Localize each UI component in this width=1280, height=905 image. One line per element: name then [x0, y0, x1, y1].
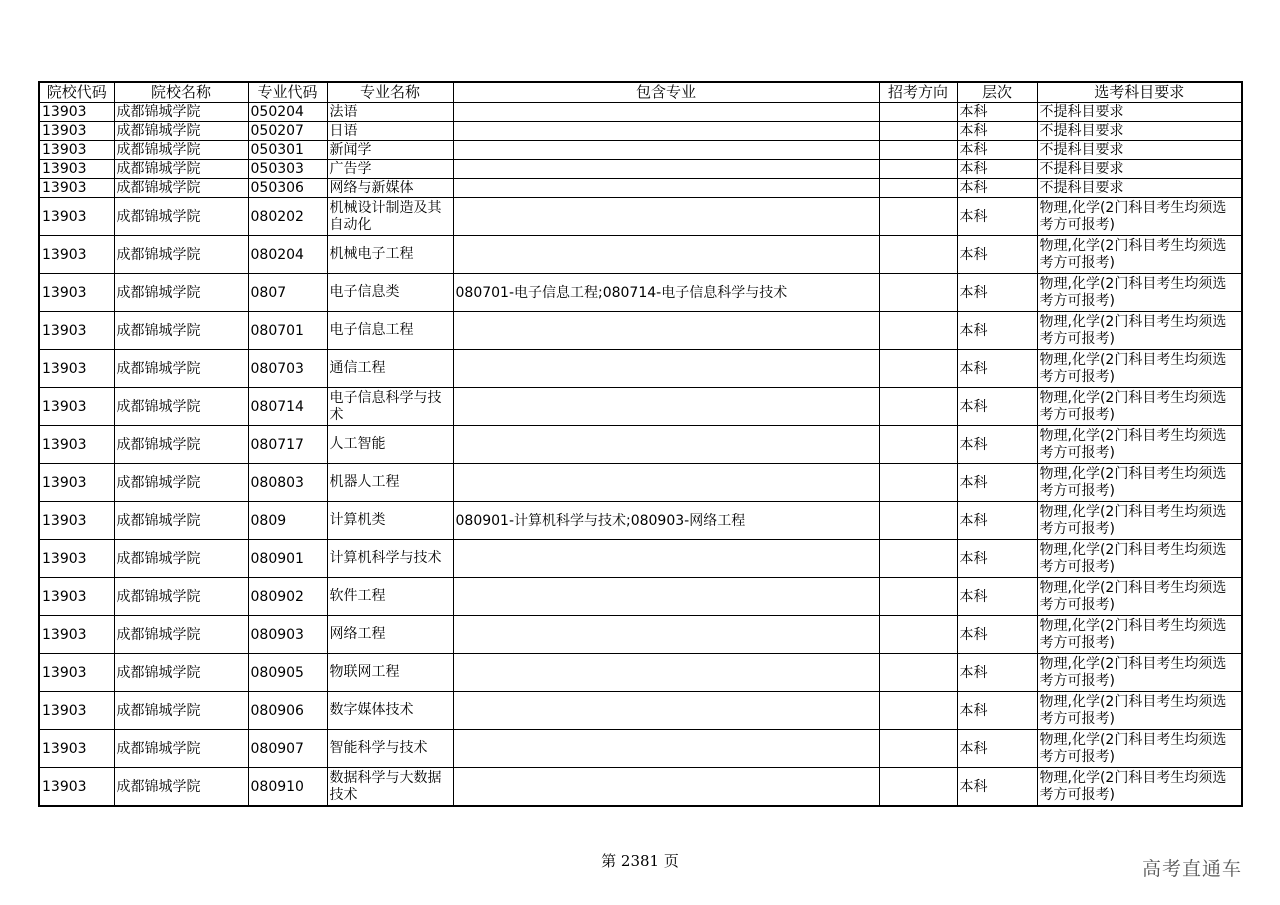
cell-school-code: 13903 — [39, 578, 114, 616]
cell-subject-requirement: 不提科目要求 — [1037, 141, 1242, 160]
cell-admission-direction — [879, 312, 957, 350]
cell-subject-requirement: 物理,化学(2门科目考生均须选考方可报考) — [1037, 198, 1242, 236]
cell-level: 本科 — [957, 426, 1037, 464]
cell-included-majors — [453, 179, 879, 198]
cell-subject-requirement: 不提科目要求 — [1037, 160, 1242, 179]
cell-major-name: 新闻学 — [327, 141, 453, 160]
cell-admission-direction — [879, 578, 957, 616]
cell-school-name: 成都锦城学院 — [114, 350, 248, 388]
cell-included-majors: 080901-计算机科学与技术;080903-网络工程 — [453, 502, 879, 540]
table-row — [39, 616, 1242, 654]
cell-admission-direction — [879, 426, 957, 464]
cell-school-name: 成都锦城学院 — [114, 426, 248, 464]
cell-school-code: 13903 — [39, 350, 114, 388]
cell-subject-requirement: 物理,化学(2门科目考生均须选考方可报考) — [1037, 540, 1242, 578]
cell-admission-direction — [879, 730, 957, 768]
cell-school-code: 13903 — [39, 160, 114, 179]
cell-major-name: 软件工程 — [327, 578, 453, 616]
cell-subject-requirement: 物理,化学(2门科目考生均须选考方可报考) — [1037, 692, 1242, 730]
cell-school-code: 13903 — [39, 768, 114, 807]
header-subject-requirement: 选考科目要求 — [1037, 82, 1242, 103]
table-row — [39, 578, 1242, 616]
cell-included-majors — [453, 692, 879, 730]
cell-admission-direction — [879, 350, 957, 388]
table-header-row — [39, 82, 1242, 103]
cell-major-code: 050204 — [248, 103, 327, 122]
cell-subject-requirement: 不提科目要求 — [1037, 179, 1242, 198]
cell-subject-requirement: 不提科目要求 — [1037, 103, 1242, 122]
cell-admission-direction — [879, 198, 957, 236]
cell-subject-requirement: 不提科目要求 — [1037, 122, 1242, 141]
cell-major-name: 广告学 — [327, 160, 453, 179]
cell-major-code: 080703 — [248, 350, 327, 388]
page-number: 第 2381 页 — [601, 852, 679, 870]
cell-school-code: 13903 — [39, 274, 114, 312]
cell-level: 本科 — [957, 578, 1037, 616]
cell-level: 本科 — [957, 350, 1037, 388]
cell-admission-direction — [879, 502, 957, 540]
cell-admission-direction — [879, 388, 957, 426]
cell-school-code: 13903 — [39, 426, 114, 464]
table-row — [39, 692, 1242, 730]
table-row — [39, 236, 1242, 274]
cell-major-name: 智能科学与技术 — [327, 730, 453, 768]
cell-admission-direction — [879, 160, 957, 179]
cell-included-majors — [453, 464, 879, 502]
table-row — [39, 540, 1242, 578]
cell-school-code: 13903 — [39, 236, 114, 274]
table-row — [39, 730, 1242, 768]
cell-school-name: 成都锦城学院 — [114, 198, 248, 236]
cell-included-majors — [453, 103, 879, 122]
cell-included-majors — [453, 578, 879, 616]
cell-level: 本科 — [957, 768, 1037, 807]
cell-admission-direction — [879, 122, 957, 141]
cell-level: 本科 — [957, 274, 1037, 312]
cell-school-code: 13903 — [39, 464, 114, 502]
cell-major-name: 机械电子工程 — [327, 236, 453, 274]
cell-included-majors — [453, 350, 879, 388]
table-row — [39, 103, 1242, 122]
header-school-code: 院校代码 — [39, 82, 114, 103]
cell-school-code: 13903 — [39, 179, 114, 198]
cell-included-majors — [453, 312, 879, 350]
cell-major-code: 0807 — [248, 274, 327, 312]
table-row — [39, 160, 1242, 179]
cell-school-name: 成都锦城学院 — [114, 236, 248, 274]
header-admission-direction: 招考方向 — [879, 82, 957, 103]
cell-admission-direction — [879, 179, 957, 198]
cell-major-name: 数据科学与大数据技术 — [327, 768, 453, 807]
cell-subject-requirement: 物理,化学(2门科目考生均须选考方可报考) — [1037, 502, 1242, 540]
cell-subject-requirement: 物理,化学(2门科目考生均须选考方可报考) — [1037, 464, 1242, 502]
table-row — [39, 122, 1242, 141]
cell-subject-requirement: 物理,化学(2门科目考生均须选考方可报考) — [1037, 768, 1242, 807]
cell-major-name: 物联网工程 — [327, 654, 453, 692]
cell-major-code: 080202 — [248, 198, 327, 236]
cell-major-code: 080803 — [248, 464, 327, 502]
cell-major-code: 050306 — [248, 179, 327, 198]
header-major-code: 专业代码 — [248, 82, 327, 103]
table-row — [39, 464, 1242, 502]
cell-included-majors — [453, 616, 879, 654]
cell-school-code: 13903 — [39, 103, 114, 122]
cell-major-code: 080906 — [248, 692, 327, 730]
table-row — [39, 141, 1242, 160]
table-row — [39, 502, 1242, 540]
cell-school-name: 成都锦城学院 — [114, 540, 248, 578]
cell-subject-requirement: 物理,化学(2门科目考生均须选考方可报考) — [1037, 616, 1242, 654]
cell-admission-direction — [879, 274, 957, 312]
table-row — [39, 350, 1242, 388]
cell-level: 本科 — [957, 179, 1037, 198]
cell-major-code: 080905 — [248, 654, 327, 692]
cell-subject-requirement: 物理,化学(2门科目考生均须选考方可报考) — [1037, 350, 1242, 388]
cell-included-majors — [453, 160, 879, 179]
cell-school-name: 成都锦城学院 — [114, 160, 248, 179]
cell-major-name: 电子信息科学与技术 — [327, 388, 453, 426]
admissions-table — [38, 81, 1243, 807]
header-school-name: 院校名称 — [114, 82, 248, 103]
cell-school-name: 成都锦城学院 — [114, 768, 248, 807]
cell-level: 本科 — [957, 692, 1037, 730]
cell-school-code: 13903 — [39, 616, 114, 654]
table-row — [39, 388, 1242, 426]
cell-school-code: 13903 — [39, 654, 114, 692]
cell-included-majors — [453, 388, 879, 426]
cell-major-name: 数字媒体技术 — [327, 692, 453, 730]
cell-subject-requirement: 物理,化学(2门科目考生均须选考方可报考) — [1037, 236, 1242, 274]
cell-subject-requirement: 物理,化学(2门科目考生均须选考方可报考) — [1037, 730, 1242, 768]
cell-level: 本科 — [957, 730, 1037, 768]
cell-level: 本科 — [957, 103, 1037, 122]
cell-school-name: 成都锦城学院 — [114, 730, 248, 768]
cell-major-name: 网络与新媒体 — [327, 179, 453, 198]
watermark-logo-text: 高考直通车 — [1142, 858, 1243, 880]
cell-included-majors — [453, 426, 879, 464]
cell-major-code: 080714 — [248, 388, 327, 426]
cell-school-name: 成都锦城学院 — [114, 502, 248, 540]
header-included-majors: 包含专业 — [453, 82, 879, 103]
cell-included-majors — [453, 540, 879, 578]
cell-major-code: 080910 — [248, 768, 327, 807]
cell-school-name: 成都锦城学院 — [114, 616, 248, 654]
cell-school-code: 13903 — [39, 122, 114, 141]
cell-major-code: 080903 — [248, 616, 327, 654]
cell-major-name: 网络工程 — [327, 616, 453, 654]
cell-major-name: 计算机类 — [327, 502, 453, 540]
cell-level: 本科 — [957, 198, 1037, 236]
cell-admission-direction — [879, 616, 957, 654]
cell-major-name: 日语 — [327, 122, 453, 141]
cell-school-name: 成都锦城学院 — [114, 312, 248, 350]
cell-level: 本科 — [957, 502, 1037, 540]
cell-level: 本科 — [957, 122, 1037, 141]
cell-included-majors — [453, 198, 879, 236]
cell-level: 本科 — [957, 464, 1037, 502]
table-row — [39, 179, 1242, 198]
cell-admission-direction — [879, 236, 957, 274]
cell-school-name: 成都锦城学院 — [114, 122, 248, 141]
cell-major-name: 计算机科学与技术 — [327, 540, 453, 578]
cell-level: 本科 — [957, 616, 1037, 654]
cell-school-name: 成都锦城学院 — [114, 692, 248, 730]
cell-major-code: 050303 — [248, 160, 327, 179]
cell-school-name: 成都锦城学院 — [114, 179, 248, 198]
cell-major-name: 电子信息类 — [327, 274, 453, 312]
cell-subject-requirement: 物理,化学(2门科目考生均须选考方可报考) — [1037, 578, 1242, 616]
cell-level: 本科 — [957, 388, 1037, 426]
table-row — [39, 312, 1242, 350]
cell-admission-direction — [879, 692, 957, 730]
cell-school-code: 13903 — [39, 141, 114, 160]
cell-level: 本科 — [957, 540, 1037, 578]
cell-level: 本科 — [957, 160, 1037, 179]
cell-included-majors — [453, 236, 879, 274]
cell-school-name: 成都锦城学院 — [114, 464, 248, 502]
header-major-name: 专业名称 — [327, 82, 453, 103]
cell-school-name: 成都锦城学院 — [114, 388, 248, 426]
cell-admission-direction — [879, 103, 957, 122]
cell-level: 本科 — [957, 141, 1037, 160]
cell-major-code: 080717 — [248, 426, 327, 464]
cell-major-name: 机器人工程 — [327, 464, 453, 502]
cell-subject-requirement: 物理,化学(2门科目考生均须选考方可报考) — [1037, 654, 1242, 692]
cell-major-name: 机械设计制造及其自动化 — [327, 198, 453, 236]
cell-major-name: 法语 — [327, 103, 453, 122]
cell-school-name: 成都锦城学院 — [114, 103, 248, 122]
cell-subject-requirement: 物理,化学(2门科目考生均须选考方可报考) — [1037, 388, 1242, 426]
cell-major-code: 080204 — [248, 236, 327, 274]
cell-school-code: 13903 — [39, 198, 114, 236]
cell-major-code: 0809 — [248, 502, 327, 540]
cell-school-code: 13903 — [39, 388, 114, 426]
header-level: 层次 — [957, 82, 1037, 103]
cell-admission-direction — [879, 768, 957, 807]
cell-level: 本科 — [957, 312, 1037, 350]
cell-major-code: 080907 — [248, 730, 327, 768]
cell-school-name: 成都锦城学院 — [114, 141, 248, 160]
table-body — [39, 103, 1242, 807]
cell-school-name: 成都锦城学院 — [114, 274, 248, 312]
table-row — [39, 274, 1242, 312]
cell-included-majors — [453, 768, 879, 807]
cell-admission-direction — [879, 540, 957, 578]
cell-school-name: 成都锦城学院 — [114, 578, 248, 616]
cell-school-code: 13903 — [39, 502, 114, 540]
cell-admission-direction — [879, 654, 957, 692]
cell-major-name: 人工智能 — [327, 426, 453, 464]
cell-school-name: 成都锦城学院 — [114, 654, 248, 692]
cell-included-majors — [453, 730, 879, 768]
cell-major-code: 080901 — [248, 540, 327, 578]
cell-school-code: 13903 — [39, 540, 114, 578]
cell-level: 本科 — [957, 236, 1037, 274]
cell-major-code: 080701 — [248, 312, 327, 350]
cell-included-majors — [453, 654, 879, 692]
cell-school-code: 13903 — [39, 312, 114, 350]
cell-school-code: 13903 — [39, 730, 114, 768]
table-row — [39, 768, 1242, 807]
table-row — [39, 426, 1242, 464]
cell-major-code: 050301 — [248, 141, 327, 160]
cell-school-code: 13903 — [39, 692, 114, 730]
cell-major-name: 通信工程 — [327, 350, 453, 388]
cell-subject-requirement: 物理,化学(2门科目考生均须选考方可报考) — [1037, 312, 1242, 350]
cell-subject-requirement: 物理,化学(2门科目考生均须选考方可报考) — [1037, 426, 1242, 464]
cell-level: 本科 — [957, 654, 1037, 692]
cell-subject-requirement: 物理,化学(2门科目考生均须选考方可报考) — [1037, 274, 1242, 312]
cell-included-majors — [453, 141, 879, 160]
cell-included-majors: 080701-电子信息工程;080714-电子信息科学与技术 — [453, 274, 879, 312]
cell-major-code: 080902 — [248, 578, 327, 616]
cell-admission-direction — [879, 141, 957, 160]
table-row — [39, 654, 1242, 692]
cell-included-majors — [453, 122, 879, 141]
cell-admission-direction — [879, 464, 957, 502]
cell-major-name: 电子信息工程 — [327, 312, 453, 350]
table-row — [39, 198, 1242, 236]
cell-major-code: 050207 — [248, 122, 327, 141]
